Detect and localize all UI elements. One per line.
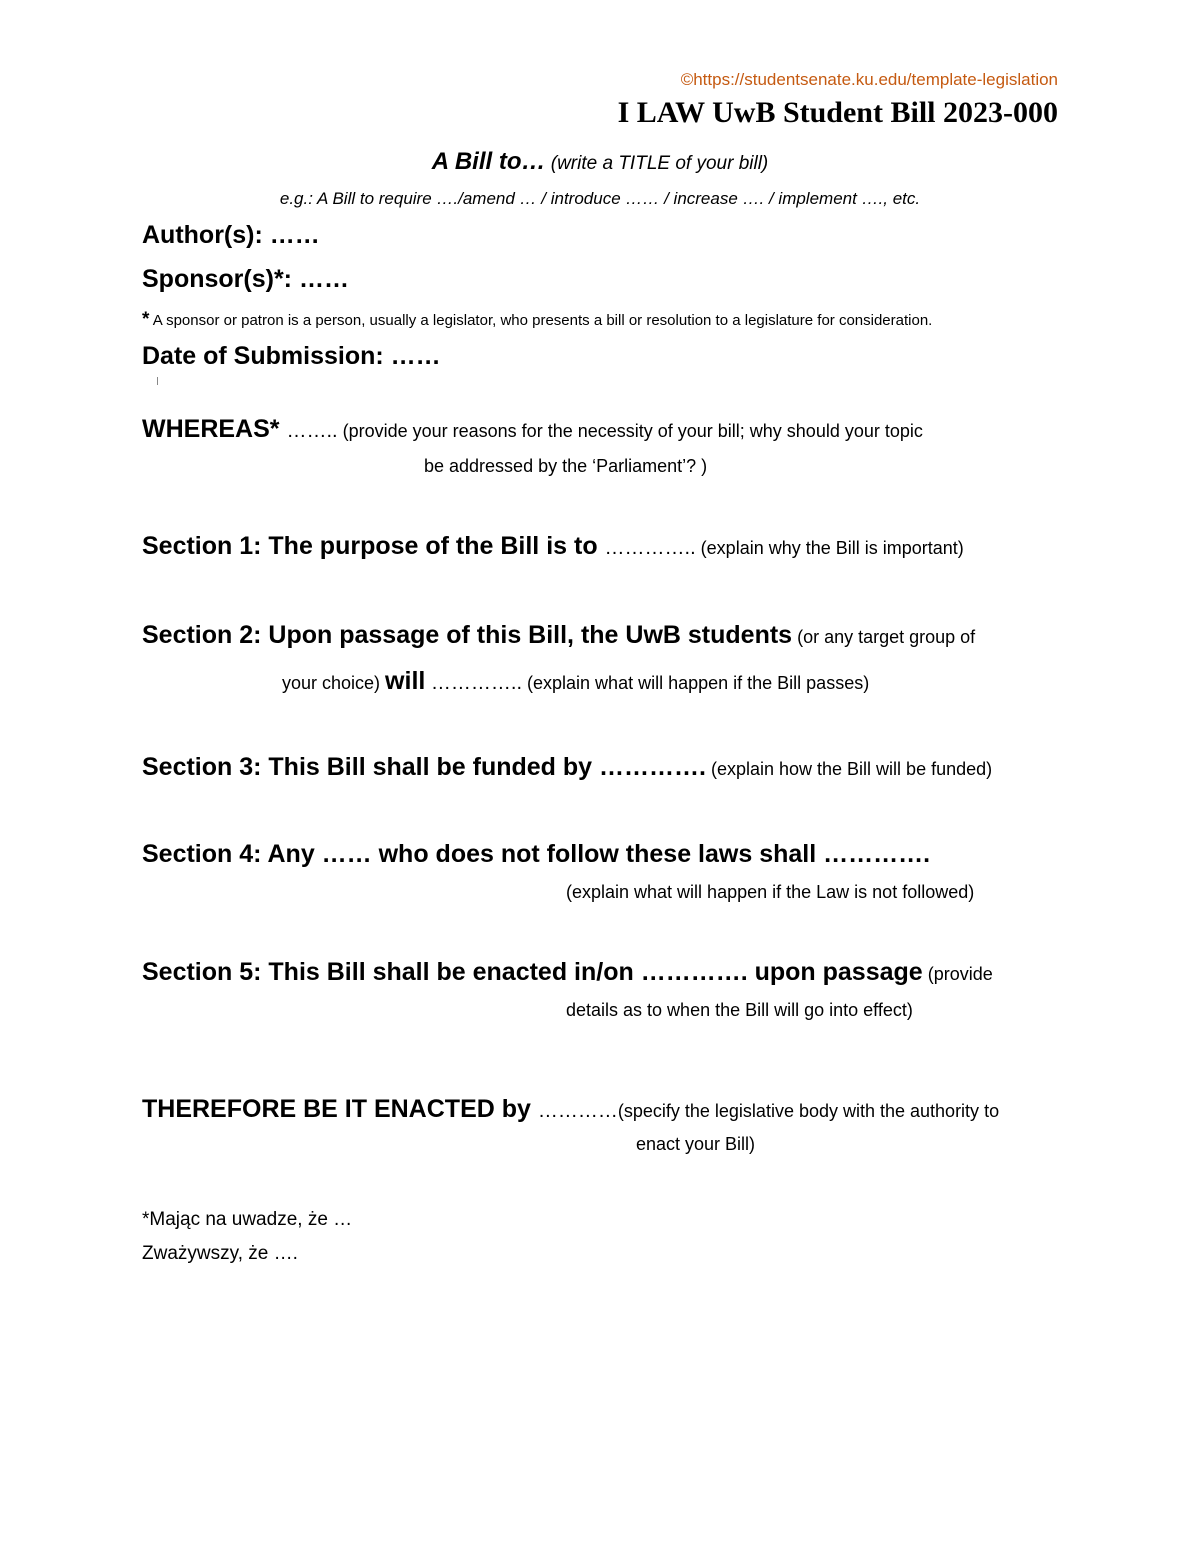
enacting-lead: THEREFORE BE IT ENACTED by xyxy=(142,1095,538,1123)
date-of-submission-field xyxy=(142,342,441,371)
section-2-will: will xyxy=(385,667,426,695)
footnote-star: * xyxy=(142,309,150,330)
polish-note-2: Zważywszy, że …. xyxy=(142,1243,298,1264)
authors-value: …… xyxy=(269,221,320,249)
section-1-hint: (explain why the Bill is important) xyxy=(695,538,964,558)
whereas-dots: …….. xyxy=(286,420,338,442)
section-4: Section 4: Any …… who does not follow these laws shall …………. xyxy=(142,840,931,868)
sponsor-footnote xyxy=(142,309,932,331)
whereas-hint: (provide your reasons for the necessity of your bill; why should your topic xyxy=(337,421,923,441)
section-3 xyxy=(142,753,992,782)
source-url[interactable]: ©https://studentsenate.ku.edu/template-legislation xyxy=(680,70,1058,89)
sponsors-field xyxy=(142,265,349,294)
date-value: …… xyxy=(390,342,441,370)
whereas-hint-continued: be addressed by the ‘Parliament’? ) xyxy=(424,456,708,476)
section-2-hint-continued: your choice) xyxy=(282,673,386,693)
section-2-dots: ………….. xyxy=(425,672,523,694)
section-2-hint: (or any target group of xyxy=(792,627,976,647)
section-2 xyxy=(142,621,975,650)
bill-title-example: e.g.: A Bill to require …./amend … / introduce …… / increase …. / implement …., etc. xyxy=(279,189,921,208)
section-1-lead: Section 1: The purpose of the Bill is to xyxy=(142,532,605,560)
section-1 xyxy=(142,532,964,561)
section-5-lead: Section 5: This Bill shall be enacted in/on …………. upon passage xyxy=(142,958,923,986)
text-cursor-mark xyxy=(157,377,158,385)
enacting-dots: ………… xyxy=(537,1100,618,1122)
section-2-lead: Section 2: Upon passage of this Bill, the UwB students xyxy=(142,621,793,649)
polish-note-1: *Mając na uwadze, że … xyxy=(142,1209,353,1230)
footnote-text: A sponsor or patron is a person, usually a legislator, who presents a bill or resolution to a legislature for consideration. xyxy=(149,312,933,329)
sponsors-value: …… xyxy=(298,265,349,293)
section-3-lead: Section 3: This Bill shall be funded by xyxy=(142,753,600,781)
section-3-dots: …………. xyxy=(599,753,706,781)
enacting-hint: (specify the legislative body with the authority to xyxy=(617,1101,1000,1121)
section-2-explain: (explain what will happen if the Bill passes) xyxy=(522,673,870,693)
authors-field xyxy=(142,221,320,250)
section-1-dots: ………….. xyxy=(604,537,696,559)
enacting-clause xyxy=(142,1095,999,1124)
whereas-label: WHEREAS* xyxy=(142,415,287,443)
section-4-hint: (explain what will happen if the Law is not followed) xyxy=(566,882,975,902)
authors-label: Author(s): xyxy=(142,221,270,249)
section-5-hint-continued: details as to when the Bill will go into effect) xyxy=(566,1000,913,1020)
document-title: I LAW UwB Student Bill 2023-000 xyxy=(617,96,1058,129)
enacting-hint-continued: enact your Bill) xyxy=(636,1134,756,1154)
section-5 xyxy=(142,958,993,987)
bill-title-hint: (write a TITLE of your bill) xyxy=(545,153,769,174)
section-3-hint: (explain how the Bill will be funded) xyxy=(705,759,993,779)
section-2-continued xyxy=(282,667,869,696)
whereas-clause xyxy=(142,415,923,444)
date-label: Date of Submission: xyxy=(142,342,391,370)
bill-title-lead: A Bill to… xyxy=(431,148,546,175)
sponsors-label: Sponsor(s)*: xyxy=(142,265,299,293)
section-5-hint: (provide xyxy=(922,964,993,984)
bill-title-line xyxy=(0,148,1200,176)
